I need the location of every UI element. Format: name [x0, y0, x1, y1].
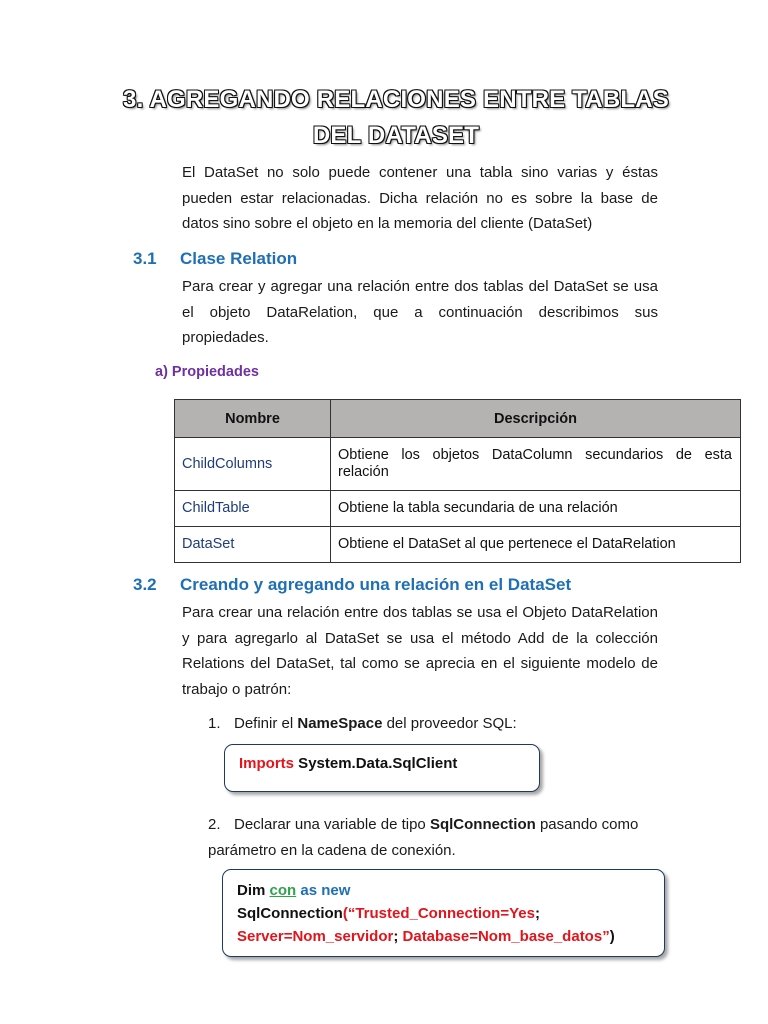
section-title: Creando y agregando una relación en el DataSet	[180, 575, 572, 594]
list-item	[208, 812, 660, 864]
property-name: ChildColumns	[175, 438, 331, 491]
code-dim: Dim	[237, 882, 270, 899]
intro-paragraph: El DataSet no solo puede contener una tabla sino varias y éstas pueden estar relacionadas. Dicha relación no es sobre la base de datos sino sobre el objeto en la memoria del cliente (DataSet)	[182, 164, 658, 232]
step-text-post: pasando como parámetro en la cadena de conexión.	[208, 816, 639, 859]
code-string: Database=Nom_base_datos”	[402, 928, 610, 945]
step-text-pre: Definir el	[234, 715, 298, 732]
step-text-pre: Declarar una variable de tipo	[234, 816, 430, 833]
code-snippet-connection	[222, 869, 665, 957]
code-text: System.Data.SqlClient	[294, 755, 458, 772]
code-paren-open: (	[342, 905, 348, 922]
section-number: 3.2	[133, 575, 157, 594]
code-keyword: Imports	[239, 755, 295, 772]
step-text-post: del proveedor SQL:	[382, 715, 517, 732]
page-title-line1: 3. AGREGANDO RELACIONES ENTRE TABLAS	[123, 86, 669, 113]
table-row	[175, 491, 741, 527]
column-header-description: Descripción	[331, 400, 741, 438]
code-semicolon: ;	[534, 905, 540, 922]
table-row	[175, 527, 741, 563]
property-name: DataSet	[175, 527, 331, 563]
step-number: 1.	[208, 715, 221, 732]
section1-paragraph: Para crear y agregar una relación entre dos tablas del DataSet se usa el objeto DataRelation, que a continuación describimos sus propiedades.	[182, 278, 658, 346]
property-name: ChildTable	[175, 491, 331, 527]
page-title-line2: DEL DATASET	[312, 122, 480, 149]
list-item	[208, 711, 660, 737]
property-description: Obtiene el DataSet al que pertenece el DataRelation	[331, 527, 741, 563]
step-text-bold: NameSpace	[297, 715, 383, 732]
property-description: Obtiene la tabla secundaria de una relación	[331, 491, 741, 527]
code-paren-close: )	[609, 928, 615, 945]
code-snippet-imports	[224, 744, 540, 792]
table-header-row	[175, 400, 741, 438]
section-heading-3-1	[133, 249, 297, 269]
column-header-name: Nombre	[175, 400, 331, 438]
table-row	[175, 438, 741, 491]
property-description: Obtiene los objetos DataColumn secundarios de esta relación	[331, 438, 741, 491]
step-text-bold: SqlConnection	[429, 816, 536, 833]
section-title: Clase Relation	[180, 249, 298, 268]
code-class: SqlConnection	[237, 905, 343, 922]
code-semicolon: ;	[393, 928, 403, 945]
code-variable: con	[269, 882, 297, 899]
code-as-new: as new	[296, 882, 351, 899]
section2-paragraph: Para crear una relación entre dos tablas se usa el Objeto DataRelation y para agregarlo al DataSet se usa el método Add de la colección Relations del DataSet, tal como se aprecia en el siguiente modelo de trabajo o patrón:	[182, 604, 658, 698]
section-number: 3.1	[133, 249, 157, 268]
properties-table	[174, 399, 741, 563]
step-number: 2.	[208, 816, 221, 833]
section-heading-3-2	[133, 575, 571, 595]
code-string: Server=Nom_servidor	[237, 928, 394, 945]
subsection-heading: a) Propiedades	[155, 364, 259, 380]
code-string: “Trusted_Connection=Yes	[347, 905, 535, 922]
